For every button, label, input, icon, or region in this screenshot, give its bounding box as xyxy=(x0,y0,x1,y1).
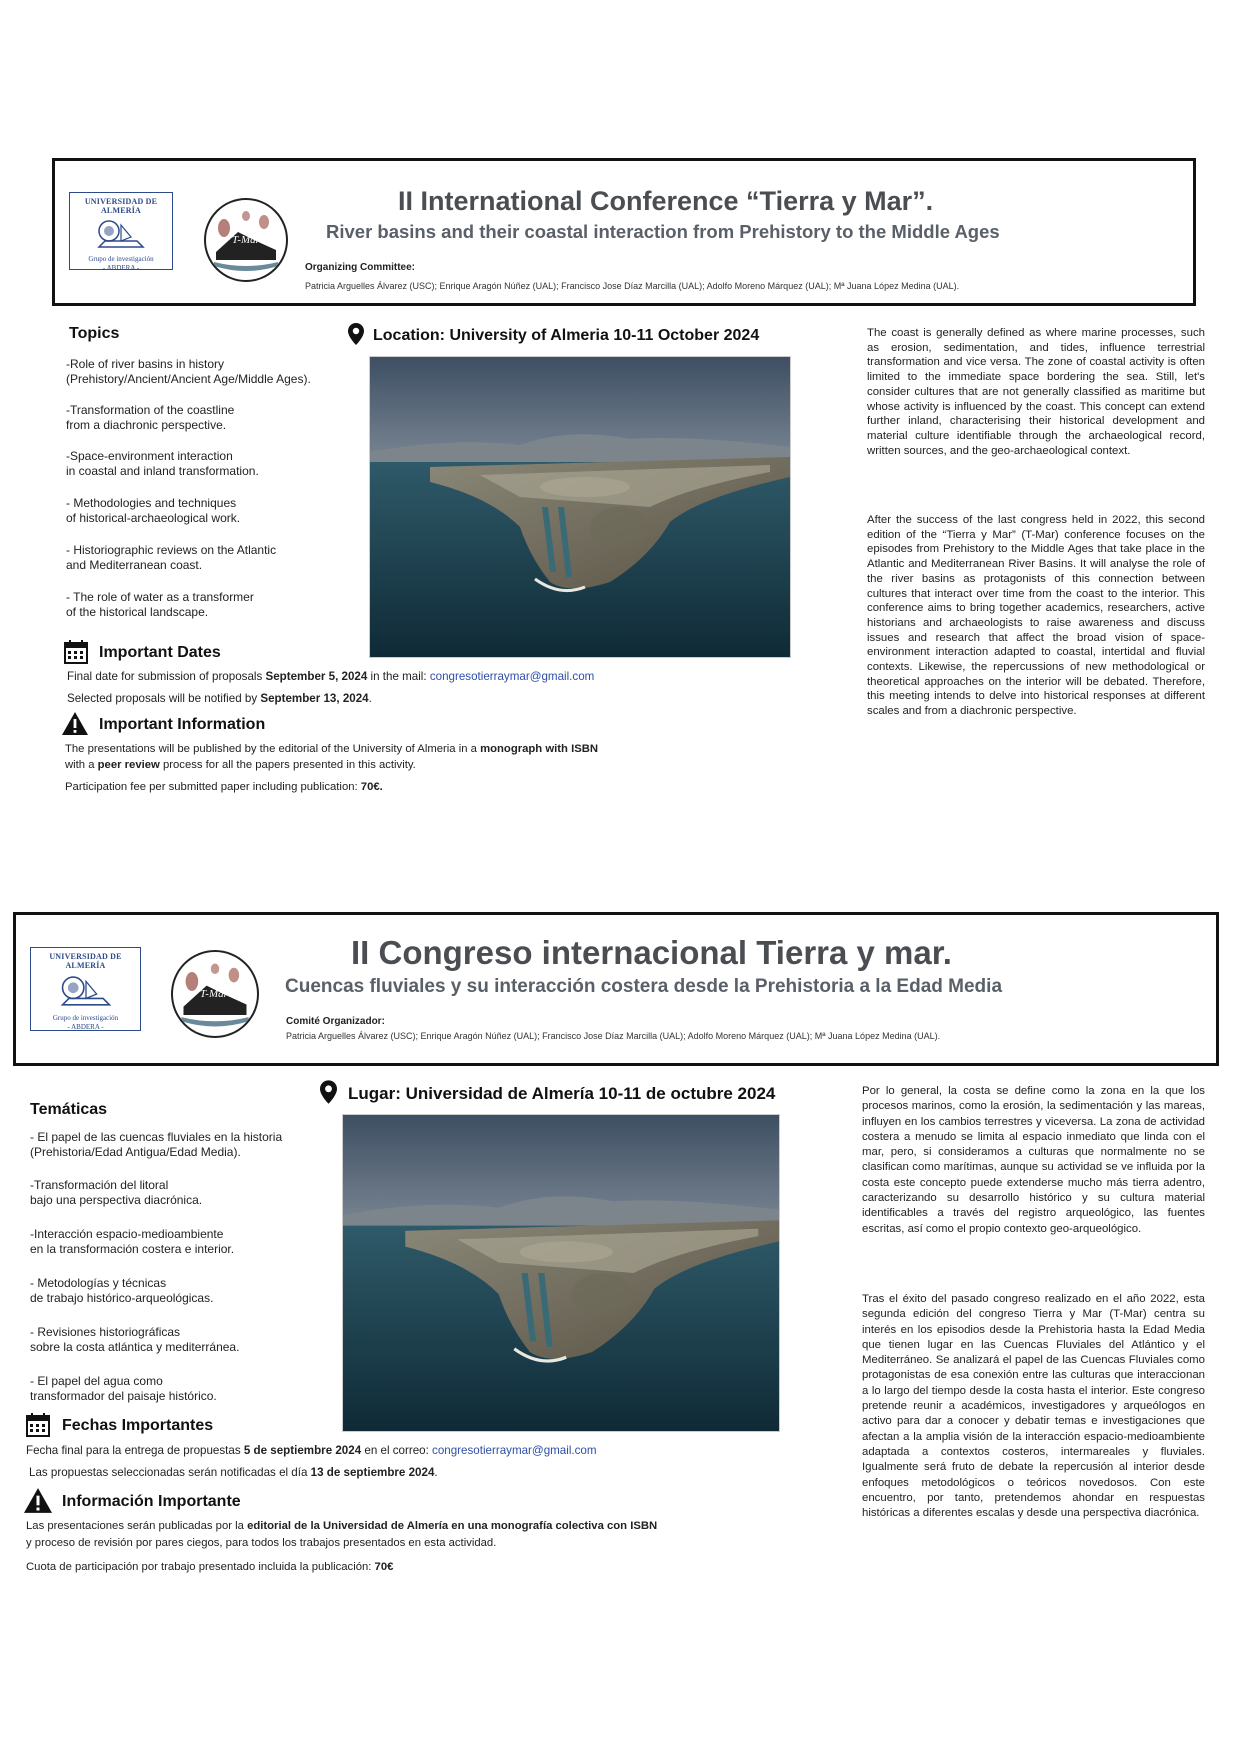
spanish-dates-title: Fechas Importantes xyxy=(62,1417,214,1434)
spanish-paragraph-1: Por lo general, la costa se define como la zona en la que los procesos marinos, como la erosión, la sedimentación y las mareas, influyen en los cambios terrestres y viceversa. La zona de actividad costera a menudo se limita al espacio inmediato que linda con el mar, pero, si consideramos a culturas que normalmente no se clasifican como marítimas, aunque su actividad se ve influida por la costa este concepto puede extenderse mucho más tierra adentro, caracterizando su desarrollo histórico y su cultura material identificables a través del registro arqueológico, las fuentes escritas, así como el propio contexto geo-arqueológico. xyxy=(862,1085,1205,1235)
spanish-topic-item: - El papel del agua como transformador del paisaje histórico. xyxy=(30,1374,217,1403)
english-title: II International Conference “Tierra y Mar”. xyxy=(398,186,934,216)
english-subtitle: River basins and their coastal interaction from Prehistory to the Middle Ages xyxy=(326,221,1000,242)
spanish-subtitle: Cuencas fluviales y su interacción costera desde la Prehistoria a la Edad Media xyxy=(285,976,1003,997)
english-topics-title: Topics xyxy=(69,325,120,342)
spanish-committee-label: Comité Organizador: xyxy=(286,1016,385,1027)
tmar-logo-text: T-Mar xyxy=(200,988,228,1000)
university-logo xyxy=(30,947,141,1031)
spanish-topics-title: Temáticas xyxy=(30,1101,108,1118)
english-topic-item: - The role of water as a transformer of the historical landscape. xyxy=(66,590,254,619)
group-abbr: - ABDERA - xyxy=(102,264,140,272)
spanish-email-link[interactable]: congresotierraymar@gmail.com xyxy=(432,1444,597,1457)
english-topic-item: -Transformation of the coastline from a diachronic perspective. xyxy=(66,403,235,432)
english-topic-item: -Space-environment interaction in coastal and inland transformation. xyxy=(66,449,259,478)
english-committee-label: Organizing Committee: xyxy=(305,262,416,273)
english-topic-item: -Role of river basins in history (Prehistory/Ancient/Ancient Age/Middle Ages). xyxy=(66,357,311,386)
english-info-line2: with a peer review process for all the papers presented in this activity. xyxy=(65,759,416,771)
spanish-info-line1: Las presentaciones serán publicadas por la editorial de la Universidad de Almería en una monografía colectiva con ISBN xyxy=(26,1520,658,1532)
calendar-icon xyxy=(26,1413,50,1437)
tmar-logo xyxy=(171,950,259,1038)
spanish-location: Lugar: Universidad de Almería 10-11 de octubre 2024 xyxy=(348,1084,776,1103)
spanish-committee-members: Patricia Arguelles Álvarez (USC); Enrique Aragón Núñez (UAL); Francisco Jose Díaz Marcilla (UAL); Adolfo Moreno Márquez (UAL); Mª Juana López Medina (UAL). xyxy=(286,1031,941,1041)
spanish-topic-item: - Revisiones historiográficas sobre la costa atlántica y mediterránea. xyxy=(30,1325,240,1354)
english-paragraph-1: The coast is generally defined as where marine processes, such as erosion, sedimentation, and tides, influence terrestrial transformation and vice versa. The zone of coastal activity is often limited to the immediate space bordering the sea. Still, let's consider cultures that are not generally classified as maritime but whose activity is influenced by the coast. This concept can extend further inland, characterising their historical development and material culture identifiable through the archaeological record, written sources, and the geo-archaeological context. xyxy=(867,327,1205,457)
map-pin-icon xyxy=(348,323,364,345)
spanish-title: II Congreso internacional Tierra y mar. xyxy=(351,934,952,971)
calendar-icon xyxy=(64,640,88,664)
group-abbr: - ABDERA - xyxy=(67,1023,104,1031)
english-location: Location: University of Almeria 10-11 October 2024 xyxy=(373,327,760,344)
english-paragraph-2: After the success of the last congress held in 2022, this second edition of the “Tierra y Mar” (T-Mar) conference focuses on the episodes from Prehistory to the Middle Ages that take place in the Atlantic and Mediterranean River Basins. It will analyse the role of the river basins as protagonists of this connection between cultures that interact over time from the coast to the interior. This conference aims to bring together academics, researchers, active historians and archaeologists to raise awareness and discuss issues and research that affect the broad vision of space-environment interaction adapted to coastal, intertidal and fluvial contexts. Likewise, the repercussions of new methodological or theoretical approaches on the interior will be debated. Therefore, this meeting intends to delve into historical responses at different scales and from a diachronic perspective. xyxy=(867,514,1205,718)
university-seal-icon xyxy=(54,972,118,1012)
english-committee-members: Patricia Arguelles Álvarez (USC); Enrique Aragón Núñez (UAL); Francisco Jose Díaz Marcilla (UAL); Adolfo Moreno Márquez (UAL); Mª Juana López Medina (UAL). xyxy=(305,281,960,291)
university-logo xyxy=(69,192,173,270)
spanish-aerial-photo xyxy=(342,1114,780,1432)
spanish-topic-item: - Metodologías y técnicas de trabajo histórico-arqueológicas. xyxy=(30,1276,214,1305)
english-topic-item: - Methodologies and techniques of historical-archaeological work. xyxy=(66,496,241,525)
spanish-dates-line2: Las propuestas seleccionadas serán notificadas el día 13 de septiembre 2024. xyxy=(29,1466,438,1479)
spanish-info-line2: y proceso de revisión por pares ciegos, para todos los trabajos presentados en esta actividad. xyxy=(26,1537,497,1549)
english-aerial-photo xyxy=(369,356,791,658)
university-seal-icon xyxy=(91,217,151,253)
spanish-dates-line1: Fecha final para la entrega de propuestas 5 de septiembre 2024 en el correo: congresotierraymar@gmail.com xyxy=(26,1444,597,1457)
tmar-logo xyxy=(204,198,288,282)
english-email-link[interactable]: congresotierraymar@gmail.com xyxy=(429,670,595,683)
english-dates-line2: Selected proposals will be notified by September 13, 2024. xyxy=(67,692,372,705)
english-fee: Participation fee per submitted paper including publication: 70€. xyxy=(65,781,383,793)
warning-icon xyxy=(62,712,88,735)
spanish-topic-item: -Transformación del litoral bajo una perspectiva diacrónica. xyxy=(30,1178,203,1207)
spanish-topic-item: - El papel de las cuencas fluviales en la historia (Prehistoria/Edad Antigua/Edad Media). xyxy=(30,1130,283,1159)
group-name: Grupo de investigación xyxy=(52,1014,119,1022)
map-pin-icon xyxy=(320,1080,337,1104)
english-info-line1: The presentations will be published by the editorial of the University of Almeria in a monograph with ISBN xyxy=(65,743,599,755)
english-info-title: Important Information xyxy=(99,716,266,733)
spanish-paragraph-2: Tras el éxito del pasado congreso realizado en el año 2022, esta segunda edición del congreso Tierra y Mar (T-Mar) centra su interés en los episodios desde la Prehistoria hasta la Edad Media que tienen lugar en las Cuencas Fluviales del Atlántico y el Mediterráneo. Se analizará el papel de las Cuencas Fluviales como protagonistas de esa conexión entre las culturas que interaccionan a lo largo del tiempo desde la costa hasta el interior. Este congreso pretende reunir a académicos, investigadores y arqueólogos en activo para dar a conocer y debatir temas e investigaciones que afectan a la amplia visión de la interacción espacio-medioambiente adaptada a contextos costeros, intermareales y fluviales. Igualmente será fruto de debate la repercusión al interior desde enfoques metodológicos o teóricos novedosos. Con este encuentro, por tanto, pretendemos ahondar en respuestas históricas a diferentes escalas y desde una perspectiva diacrónica. xyxy=(862,1293,1205,1520)
tmar-logo-text: T-Mar xyxy=(232,234,260,246)
english-dates-title: Important Dates xyxy=(99,644,221,661)
warning-icon xyxy=(24,1488,52,1513)
english-topic-item: - Historiographic reviews on the Atlantic and Mediterranean coast. xyxy=(66,543,277,572)
spanish-fee: Cuota de participación por trabajo presentado incluida la publicación: 70€ xyxy=(26,1561,394,1573)
group-name: Grupo de investigación xyxy=(88,255,154,263)
university-name: UNIVERSIDAD DE ALMERÍA xyxy=(49,952,122,970)
university-name: UNIVERSIDAD DE ALMERÍA xyxy=(84,197,158,215)
spanish-info-title: Información Importante xyxy=(62,1493,241,1510)
spanish-topic-item: -Interacción espacio-medioambiente en la transformación costera e interior. xyxy=(30,1227,235,1256)
english-dates-line1: Final date for submission of proposals September 5, 2024 in the mail: congresotierraymar@gmail.com xyxy=(67,670,595,683)
